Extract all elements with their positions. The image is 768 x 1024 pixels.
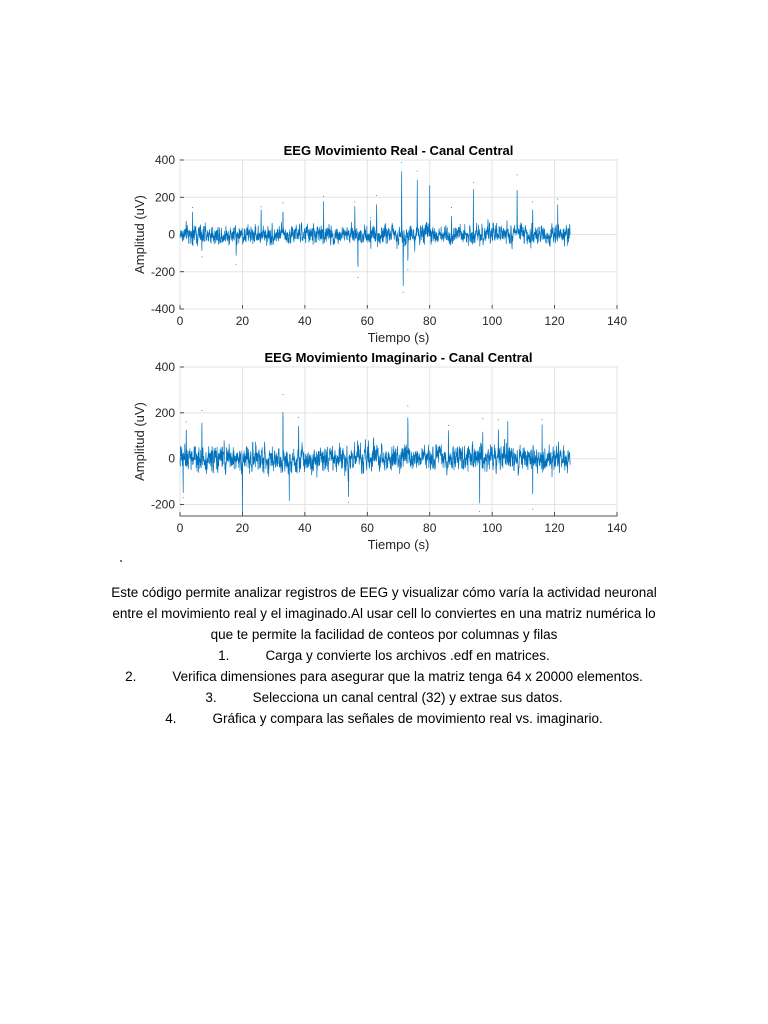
x-tick-label: 40 <box>298 314 312 328</box>
list-item <box>100 687 668 708</box>
x-tick-label: 120 <box>544 314 565 328</box>
list-item <box>100 708 668 729</box>
x-axis-label: Tiempo (s) <box>367 537 430 552</box>
peak-point <box>357 277 358 278</box>
intro-paragraph: Este código permite analizar registros de EEG y visualizar cómo varía la actividad neuronal entre el movimiento real y el imaginado.Al usar cell lo conviertes en una matriz numérica lo que te permite la facilidad de conteos por columnas y filas <box>111 585 657 642</box>
step-text: Carga y convierte los archivos .edf en matrices. <box>265 648 550 663</box>
list-item <box>100 666 668 687</box>
peak-point <box>348 502 349 503</box>
peak-point <box>242 511 243 512</box>
x-axis-label: Tiempo (s) <box>367 330 430 345</box>
x-tick-label: 100 <box>482 521 503 535</box>
y-axis-label: Amplitud (uV) <box>132 195 147 274</box>
x-tick-label: 120 <box>544 521 565 535</box>
plot-area <box>180 367 617 516</box>
peak-point <box>236 264 237 265</box>
x-tick-label: 60 <box>360 314 374 328</box>
peak-point <box>354 201 355 202</box>
step-text: Gráfica y compara las señales de movimiento real vs. imaginario. <box>212 711 603 726</box>
x-tick-label: 140 <box>606 314 628 328</box>
list-item <box>100 645 668 666</box>
peak-point <box>403 292 404 293</box>
peak-point <box>517 174 518 175</box>
step-text: Verifica dimensiones para asegurar que la matriz tenga 64 x 20000 elementos. <box>172 669 643 684</box>
step-number: 2. <box>125 669 137 684</box>
peak-point <box>448 425 449 426</box>
chart-title: EEG Movimiento Imaginario - Canal Central <box>264 350 533 365</box>
peak-point <box>201 256 202 257</box>
peak-point <box>192 207 193 208</box>
peak-point <box>482 418 483 419</box>
steps-list <box>100 645 668 729</box>
stray-dot <box>120 560 122 562</box>
x-tick-label: 20 <box>235 521 250 535</box>
x-tick-label: 100 <box>482 314 503 328</box>
peak-point <box>542 419 543 420</box>
peak-point <box>532 509 533 510</box>
step-number: 4. <box>165 711 177 726</box>
y-tick-label: 200 <box>154 405 175 420</box>
y-tick-label: -200 <box>150 264 175 279</box>
chart-imagined-movement <box>132 350 627 552</box>
y-axis-label: Amplitud (uV) <box>132 402 147 481</box>
peak-point <box>532 201 533 202</box>
peak-point <box>401 162 402 163</box>
peak-point <box>429 186 430 187</box>
y-tick-label: 400 <box>154 153 175 167</box>
step-number: 3. <box>205 690 217 705</box>
peak-point <box>323 196 324 197</box>
x-tick-label: 20 <box>235 314 250 328</box>
y-tick-label: -200 <box>150 497 175 512</box>
y-tick-label: -400 <box>150 302 175 316</box>
peak-point <box>479 511 480 512</box>
y-tick-label: 0 <box>168 227 175 242</box>
peak-point <box>201 410 202 411</box>
x-tick-label: 0 <box>176 314 184 328</box>
peak-point <box>186 422 187 423</box>
x-tick-label: 80 <box>423 314 437 328</box>
x-tick-label: 40 <box>298 521 312 535</box>
y-tick-label: 200 <box>154 190 175 205</box>
peak-point <box>283 394 284 395</box>
peak-point <box>289 499 290 500</box>
peak-point <box>183 497 184 498</box>
chart-real-movement <box>132 143 627 345</box>
x-tick-label: 0 <box>176 521 184 535</box>
y-tick-label: 0 <box>168 451 175 466</box>
peak-point <box>451 207 452 208</box>
x-tick-label: 60 <box>360 521 374 535</box>
peak-point <box>473 182 474 183</box>
peak-point <box>376 195 377 196</box>
step-text: Selecciona un canal central (32) y extrae sus datos. <box>252 690 563 705</box>
peak-point <box>417 171 418 172</box>
peak-point <box>557 199 558 200</box>
peak-point <box>261 206 262 207</box>
chart-title: EEG Movimiento Real - Canal Central <box>283 143 514 158</box>
peak-point <box>507 422 508 423</box>
peak-point <box>407 405 408 406</box>
x-tick-label: 80 <box>423 521 437 535</box>
peak-point <box>283 202 284 203</box>
peak-point <box>407 269 408 270</box>
document-body <box>100 582 668 729</box>
peak-point <box>370 217 371 218</box>
peak-point <box>298 417 299 418</box>
step-number: 1. <box>218 648 230 663</box>
y-tick-label: 400 <box>154 360 175 374</box>
x-tick-label: 140 <box>606 521 628 535</box>
peak-point <box>498 419 499 420</box>
